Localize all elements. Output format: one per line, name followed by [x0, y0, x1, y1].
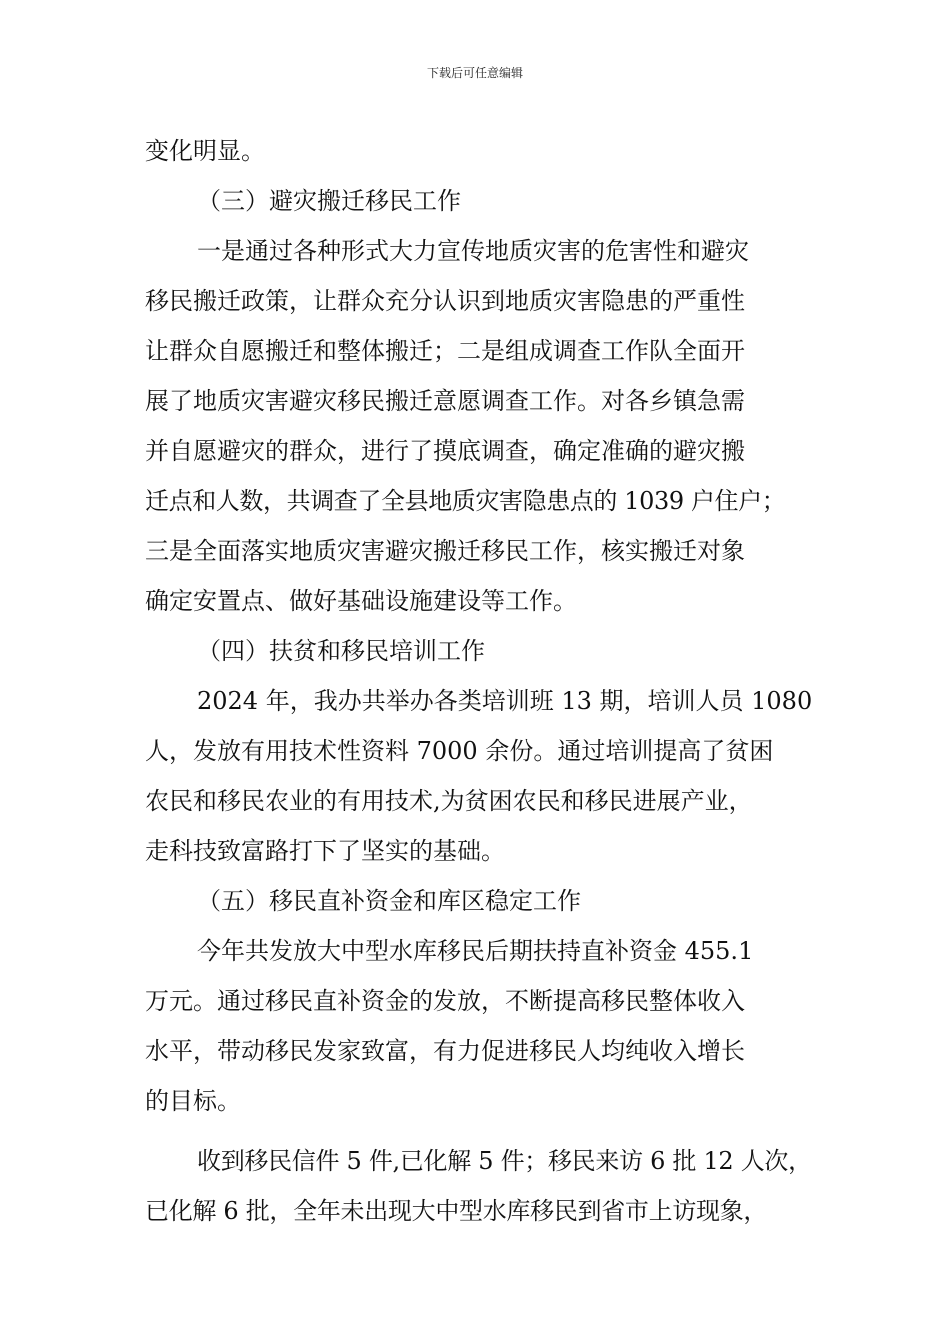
paragraph-line: 今年共发放大中型水库移民后期扶持直补资金 455.1: [197, 937, 754, 965]
paragraph-line: 确定安置点、做好基础设施建设等工作。: [145, 587, 577, 615]
paragraph-line: 一是通过各种形式大力宣传地质灾害的危害性和避灾: [197, 237, 749, 265]
paragraph-line: 收到移民信件 5 件,已化解 5 件；移民来访 6 批 12 人次，: [197, 1147, 812, 1175]
paragraph-line: 2024 年，我办共举办各类培训班 13 期，培训人员 1080: [197, 687, 813, 715]
paragraph-line: 三是全面落实地质灾害避灾搬迁移民工作，核实搬迁对象: [145, 537, 745, 565]
section-heading-3: （三）避灾搬迁移民工作: [197, 187, 461, 215]
paragraph-line: 人，发放有用技术性资料 7000 余份。通过培训提高了贫困: [145, 737, 774, 765]
paragraph-line: 农民和移民农业的有用技术,为贫困农民和移民进展产业，: [145, 787, 753, 815]
document-body: [145, 126, 825, 1236]
paragraph-line: 水平，带动移民发家致富，有力促进移民人均纯收入增长: [145, 1037, 745, 1065]
paragraph-line: 已化解 6 批，全年未出现大中型水库移民到省市上访现象，: [145, 1197, 768, 1225]
paragraph-line: 的目标。: [145, 1087, 241, 1115]
section-heading-4: （四）扶贫和移民培训工作: [197, 637, 485, 665]
paragraph-line: 迁点和人数，共调查了全县地质灾害隐患点的 1039 户住户；: [145, 487, 786, 515]
paragraph-line: 走科技致富路打下了坚实的基础。: [145, 837, 505, 865]
paragraph-line: 万元。通过移民直补资金的发放，不断提高移民整体收入: [145, 987, 745, 1015]
section-heading-5: （五）移民直补资金和库区稳定工作: [197, 887, 581, 915]
paragraph-line: 移民搬迁政策，让群众充分认识到地质灾害隐患的严重性: [145, 287, 745, 315]
page-header: 下载后可任意编辑: [426, 66, 523, 80]
text-line: 变化明显。: [145, 137, 265, 165]
paragraph-gap: [145, 1126, 825, 1136]
paragraph-line: 让群众自愿搬迁和整体搬迁；二是组成调查工作队全面开: [145, 337, 745, 365]
paragraph-line: 展了地质灾害避灾移民搬迁意愿调查工作。对各乡镇急需: [145, 387, 745, 415]
paragraph-line: 并自愿避灾的群众，进行了摸底调查，确定准确的避灾搬: [145, 437, 745, 465]
